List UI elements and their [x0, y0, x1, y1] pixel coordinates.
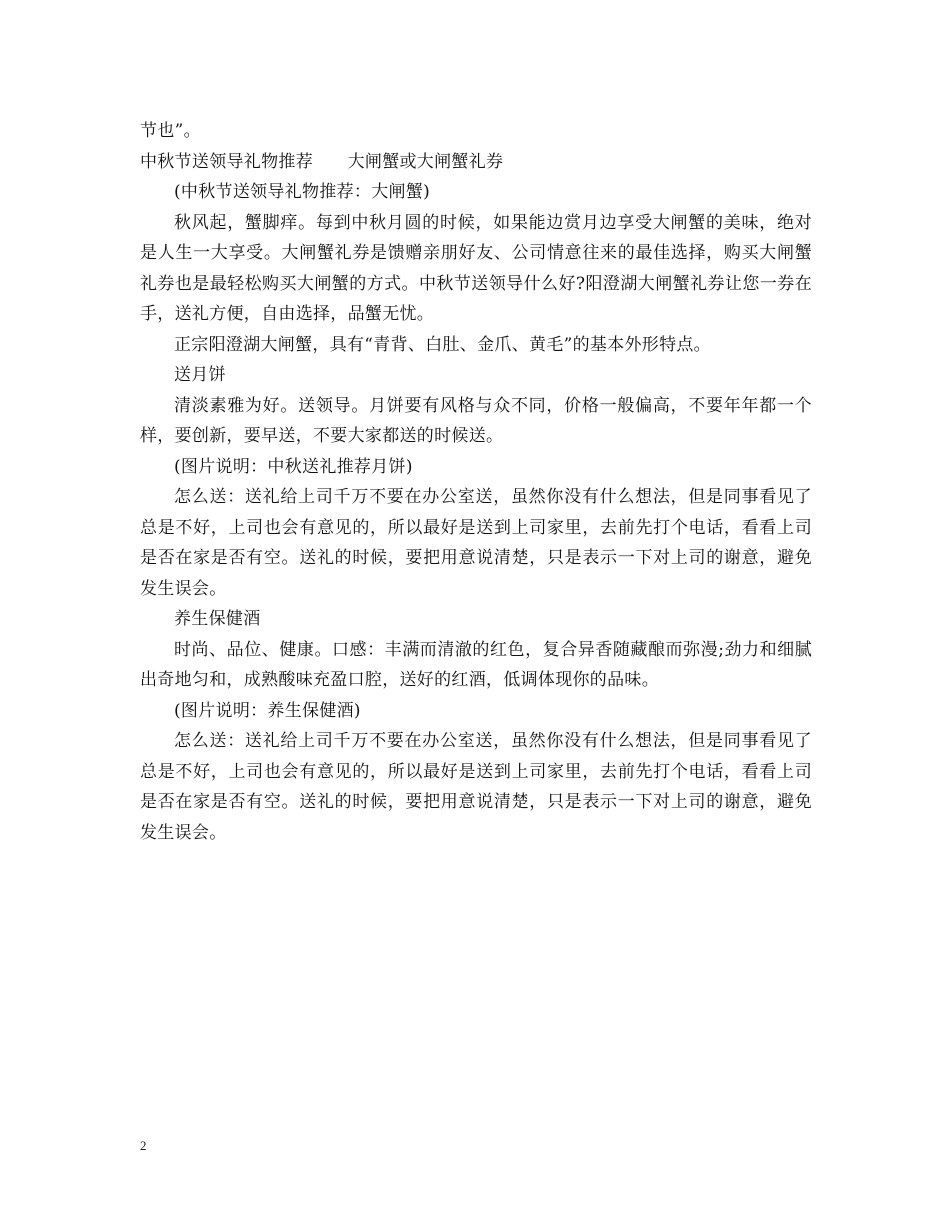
- subheading-mooncake: 送月饼: [174, 365, 226, 385]
- subheading-health-wine: 养生保健酒: [174, 609, 261, 629]
- caption-health-wine: (图片说明：养生保健酒): [174, 700, 361, 721]
- paragraph-crab-intro: 秋风起，蟹脚痒。每到中秋月圆的时候，如果能边赏月边享受大闸蟹的美味，绝对是人生一大享受。大闸蟹礼券是馈赠亲朋好友、公司情意往来的最佳选择，购买大闸蟹礼券也是最轻松购买大闸蟹的方式。中秋节送领导什么好?阳澄湖大闸蟹礼券让您一券在手，送礼方便，自由选择，品蟹无忧。: [140, 212, 812, 324]
- paragraph-how-to-give-1: 怎么送：送礼给上司千万不要在办公室送，虽然你没有什么想法，但是同事看见了总是不好，上司也会有意见的，所以最好是送到上司家里，去前先打个电话，看看上司是否在家是否有空。送礼的时候，要把用意说清楚，只是表示一下对上司的谢意，避免发生误会。: [140, 487, 812, 599]
- caption-mooncake: (图片说明：中秋送礼推荐月饼): [174, 456, 413, 477]
- paragraph-mooncake: 清淡素雅为好。送领导。月饼要有风格与众不同，价格一般偏高，不要年年都一个样，要创新，要早送，不要大家都送的时候送。: [140, 395, 812, 446]
- document-body: [140, 116, 812, 848]
- page-number: 2: [140, 1138, 147, 1153]
- paragraph-health-wine: 时尚、品位、健康。口感：丰满而清澈的红色，复合异香随藏酿而弥漫;劲力和细腻出奇地匀和，成熟酸味充盈口腔，送好的红酒，低调体现你的品味。: [140, 639, 812, 690]
- paragraph-crab-features: 正宗阳澄湖大闸蟹，具有“青背、白肚、金爪、黄毛”的基本外形特点。: [174, 334, 711, 355]
- caption-crab: (中秋节送领导礼物推荐：大闸蟹): [174, 182, 431, 202]
- paragraph-how-to-give-2: 怎么送：送礼给上司千万不要在办公室送，虽然你没有什么想法，但是同事看见了总是不好，上司也会有意见的，所以最好是送到上司家里，去前先打个电话，看看上司是否在家是否有空。送礼的时候，要把用意说清楚，只是表示一下对上司的谢意，避免发生误会。: [140, 731, 812, 843]
- section-heading: 中秋节送领导礼物推荐 大闸蟹或大闸蟹礼券: [140, 151, 504, 172]
- paragraph-continuation: 节也”。: [140, 121, 201, 141]
